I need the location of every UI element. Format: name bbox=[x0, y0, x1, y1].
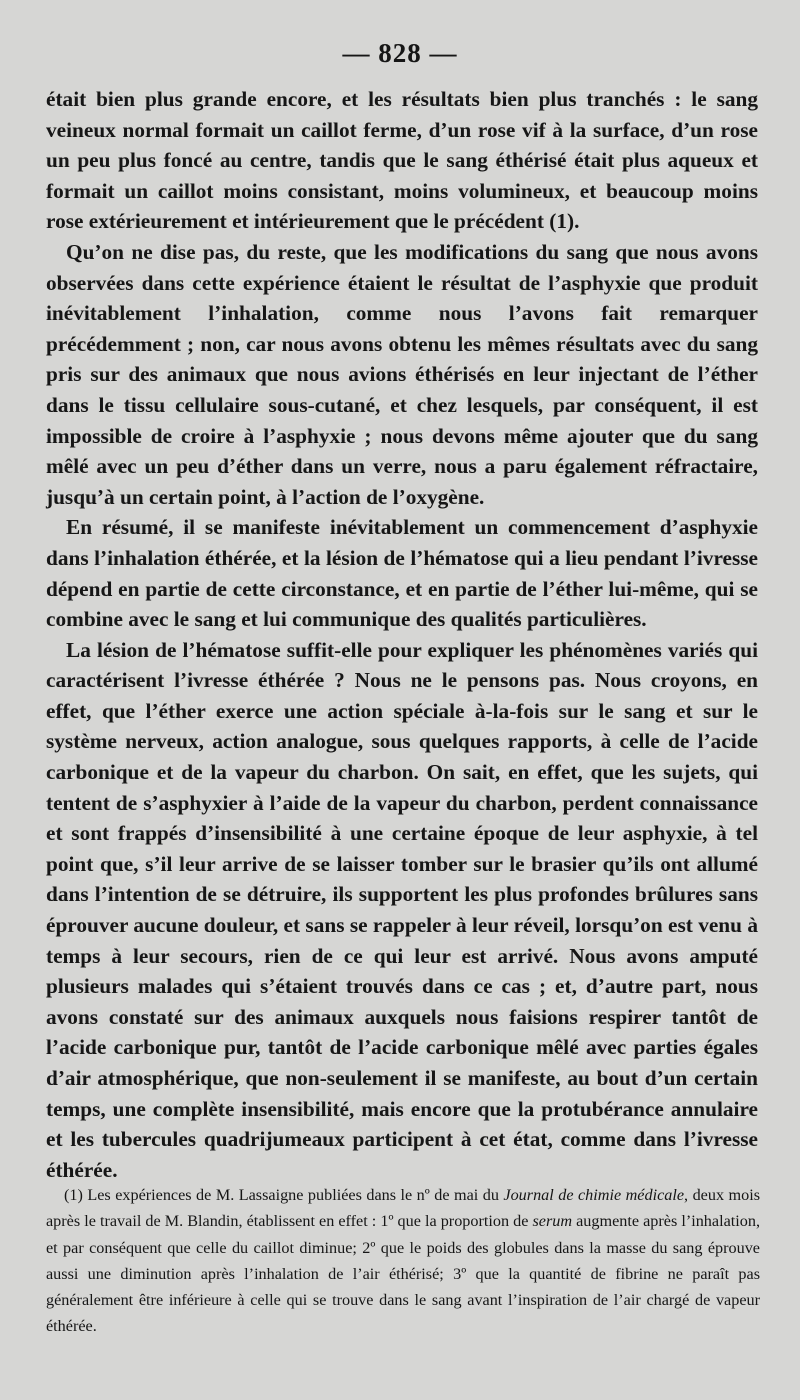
footnote bbox=[46, 1182, 760, 1340]
paragraph-3: En résumé, il se manifeste inévitablement un commencement d’asphyxie dans l’inhalation éthérée, et la lésion de l’hématose qui a lieu pendant l’ivresse dépend en partie de cette circonstance, et en partie de l’éther lui-même, qui se combine avec le sang et lui communique des qualités particulières. bbox=[46, 515, 758, 632]
body-text bbox=[46, 84, 758, 1185]
paragraph-2: Qu’on ne dise pas, du reste, que les modifications du sang que nous avons observées dans cette expérience étaient le résultat de l’asphyxie que produit inévitablement l’inhalation, comme nous l’avons fait remarquer précédemment ; non, car nous avons obtenu les mêmes résultats avec du sang pris sur des animaux que nous avions éthérisés en leur injectant de l’éther dans le tissu cellulaire sous-cutané, et chez lesquels, par conséquent, il est impossible de croire à l’asphyxie ; nous devons même ajouter que du sang mêlé avec un peu d’éther dans un verre, nous a paru également réfractaire, jusqu’à un certain point, à l’action de l’oxygène. bbox=[46, 239, 758, 509]
paragraph-4: La lésion de l’hématose suffit-elle pour expliquer les phénomènes variés qui caractérisent l’ivresse éthérée ? Nous ne le pensons pas. Nous croyons, en effet, que l’éther exerce une action spéciale à-la-fois sur le sang et sur le système nerveux, action analogue, sous quelques rapports, à celle de l’acide carbonique et de la vapeur du charbon. On sait, en effet, que les sujets, qui tentent de s’asphyxier à l’aide de la vapeur du charbon, perdent connaissance et sont frappés d’insensibilité à une certaine époque de leur asphyxie, à tel point que, s’il leur arrive de se laisser tomber sur le brasier qu’ils ont allumé dans l’intention de se détruire, ils supportent les plus profondes brûlures sans éprouver aucune douleur, et sans se rappeler à leur réveil, lorsqu’on est venu à temps à leur secours, rien de ce qui leur est arrivé. Nous avons amputé plusieurs malades qui s’étaient trouvés dans ce cas ; et, d’autre part, nous avons constaté sur des animaux auxquels nous faisions respirer tantôt de l’acide carbonique pur, tantôt de l’acide carbonique mêlé avec parties égales d’air atmosphérique, que non-seulement il se manifeste, au bout d’un certain temps, une complète insensibilité, mais encore que la protubérance annulaire et les tubercules quadrijumeaux participent à cet état, comme dans l’ivresse éthérée. bbox=[46, 637, 758, 1182]
footnote-part-1: (1) Les expériences de M. Lassaigne publiées dans le nº de mai du bbox=[64, 1186, 504, 1204]
paragraph-1: était bien plus grande encore, et les résultats bien plus tranchés : le sang veineux normal formait un caillot ferme, d’un rose vif à la surface, d’un rose un peu plus foncé au centre, tandis que le sang éthérisé était plus aqueux et formait un caillot moins consistant, moins volumineux, et beaucoup moins rose extérieurement et intérieurement que le précédent (1). bbox=[46, 87, 758, 234]
footnote-serum-term: serum bbox=[532, 1212, 573, 1231]
footnote-part-3: augmente après l’inhalation, et par conséquent que celle du caillot diminue; 2º que le poids des globules dans la masse du sang éprouve aussi une diminution après l’inhalation de l’air éthérisé; 3º que la quantité de fibrine ne paraît pas généralement être inférieure à celle qui se trouve dans le sang avant l’inspiration de l’air chargé de vapeur éthérée. bbox=[46, 1212, 760, 1336]
footnote-journal-title: Journal de chimie médicale bbox=[503, 1186, 685, 1204]
page-number: — 828 — bbox=[342, 38, 458, 68]
footnote-part-2: , deux mois après le travail de M. Blandin, établissent en effet : 1º que la proportion de bbox=[46, 1186, 760, 1231]
footnote-text bbox=[46, 1182, 760, 1340]
